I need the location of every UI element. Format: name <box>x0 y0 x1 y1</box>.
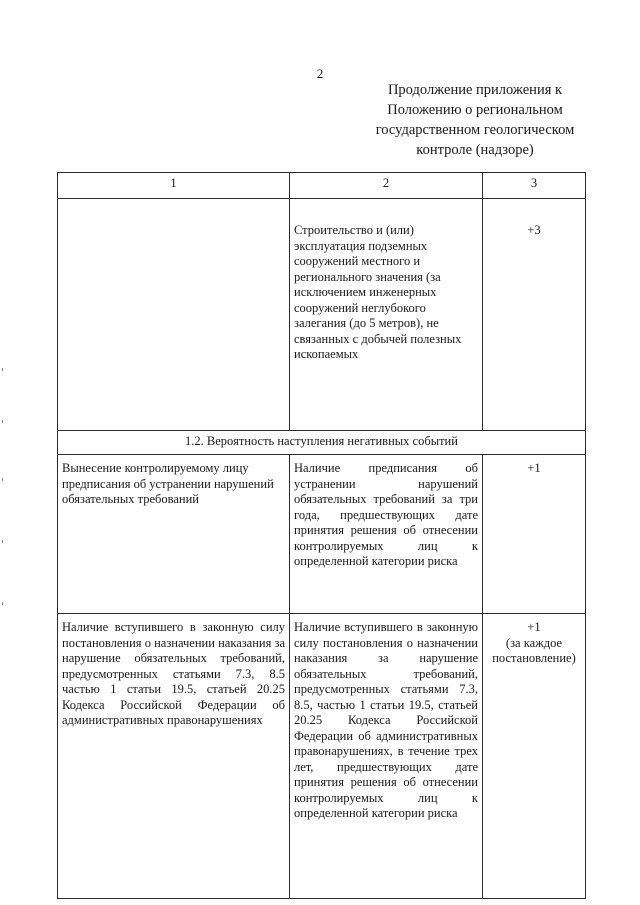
column-number-2: 2 <box>290 173 483 199</box>
row3-score-value: +1 <box>527 620 541 634</box>
table-row <box>58 199 586 431</box>
table-row <box>58 614 586 899</box>
row1-criterion-cell <box>58 199 290 431</box>
appendix-header-note <box>355 80 595 160</box>
header-line: Положению о региональном <box>387 102 563 118</box>
section-title: 1.2. Вероятность наступления негативных событий <box>58 431 586 455</box>
row2-description-cell: Наличие предписания об устранении нарушений обязательных требований за три года, предшествующих дате принятия решения об отнесении контролируемых лиц к определенной категории риска <box>290 455 483 614</box>
risk-criteria-table <box>57 172 586 899</box>
row3-criterion-cell: Наличие вступившего в законную силу постановления о назначении наказания за нарушение обязательных требований, предусмотренных статьями 7.3, 8.5 частью 1 статьи 19.5, статьей 20.25 Кодекса Российской Федерации об административных правонарушениях <box>58 614 290 899</box>
row1-description-cell: Строительство и (или) эксплуатация подземных сооружений местного и регионального значения (за исключением инженерных сооружений неглубокого залегания (до 5 метров), не связанных с добычей полезных ископаемых <box>290 199 483 431</box>
column-number-3: 3 <box>483 173 586 199</box>
row1-score-cell: +3 <box>483 199 586 431</box>
row3-description-cell: Наличие вступившего в законную силу постановления о назначении наказания за нарушение обязательных требований, предусмотренных статьями 7.3, 8.5, частью 1 статьи 19.5, статьей 20.25 Кодекса Российской Федерации об административных правонарушениях, в течение трех лет, предшествующих дате принятия решения об отнесении контролируемых лиц к определенной категории риска <box>290 614 483 899</box>
section-heading-row <box>58 431 586 455</box>
header-line: контроле (надзоре) <box>416 142 534 158</box>
row2-score-cell: +1 <box>483 455 586 614</box>
column-number-1: 1 <box>58 173 290 199</box>
scan-mark <box>2 420 3 423</box>
column-number-row <box>58 173 586 199</box>
header-line: государственном геологическом <box>375 122 575 138</box>
table-row <box>58 455 586 614</box>
scan-mark <box>2 602 3 605</box>
row3-score-cell <box>483 614 586 899</box>
scan-mark <box>2 540 3 543</box>
row3-score-note: (за каждое постановление) <box>492 635 576 665</box>
header-line: Продолжение приложения к <box>387 82 563 98</box>
scan-mark <box>2 368 3 371</box>
scan-mark <box>2 478 3 481</box>
row2-criterion-cell: Вынесение контролируемому лицу предписания об устранении нарушений обязательных требований <box>58 455 290 614</box>
page-number: 2 <box>316 66 324 81</box>
